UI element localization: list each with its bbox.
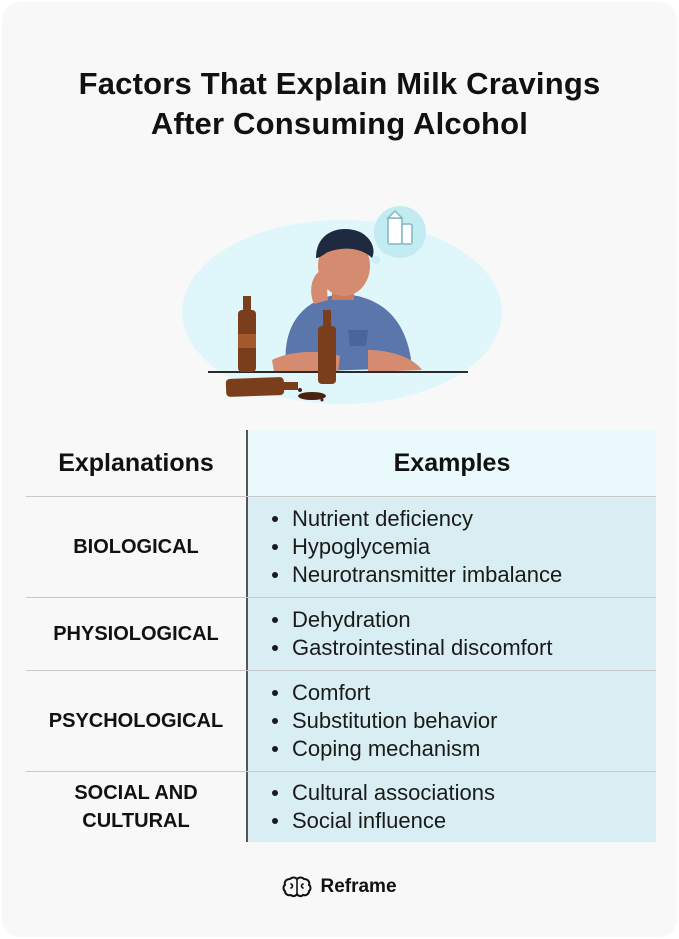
examples-list (270, 679, 656, 763)
drunk-man-illustration (172, 200, 512, 420)
column-header-examples: Examples (393, 448, 511, 477)
category-label (73, 533, 199, 561)
list-item: Coping mechanism (270, 735, 656, 763)
category-label-line: BIOLOGICAL (73, 536, 199, 558)
category-cell (26, 772, 248, 842)
category-cell (26, 598, 248, 670)
category-cell (26, 497, 248, 597)
list-item: Gastrointestinal discomfort (270, 634, 656, 662)
header-cell-examples (248, 430, 656, 496)
category-label-line: SOCIAL AND (74, 782, 198, 804)
brand-logo (2, 876, 677, 898)
examples-cell (248, 772, 656, 842)
brand-name: Reframe (320, 876, 397, 897)
list-item: Neurotransmitter imbalance (270, 561, 656, 589)
examples-cell (248, 671, 656, 771)
infographic-card (2, 2, 677, 937)
list-item: Social influence (270, 807, 656, 835)
list-item: Hypoglycemia (270, 533, 656, 561)
brain-icon (282, 876, 312, 898)
examples-cell (248, 598, 656, 670)
header-cell-explanations (26, 430, 248, 496)
examples-cell (248, 497, 656, 597)
category-label-line: PHYSIOLOGICAL (53, 623, 219, 645)
category-label (74, 779, 197, 835)
table-row (26, 598, 656, 671)
page-title (2, 64, 677, 144)
table-row (26, 772, 656, 842)
title-line-2: After Consuming Alcohol (150, 106, 529, 141)
table-row (26, 497, 656, 598)
title-line-1: Factors That Explain Milk Cravings (78, 66, 601, 101)
list-item: Cultural associations (270, 779, 656, 807)
examples-list (270, 606, 656, 662)
table-row (26, 671, 656, 772)
list-item: Comfort (270, 679, 656, 707)
category-label (53, 620, 219, 648)
examples-list (270, 505, 656, 589)
category-label (49, 707, 223, 735)
category-label-line: CULTURAL (82, 810, 190, 832)
list-item: Substitution behavior (270, 707, 656, 735)
category-label-line: PSYCHOLOGICAL (48, 710, 224, 732)
explanations-table (26, 430, 656, 842)
column-header-explanations: Explanations (58, 448, 214, 477)
examples-list (270, 779, 656, 835)
table-header-row (26, 430, 656, 497)
list-item: Nutrient deficiency (270, 505, 656, 533)
list-item: Dehydration (270, 606, 656, 634)
category-cell (26, 671, 248, 771)
